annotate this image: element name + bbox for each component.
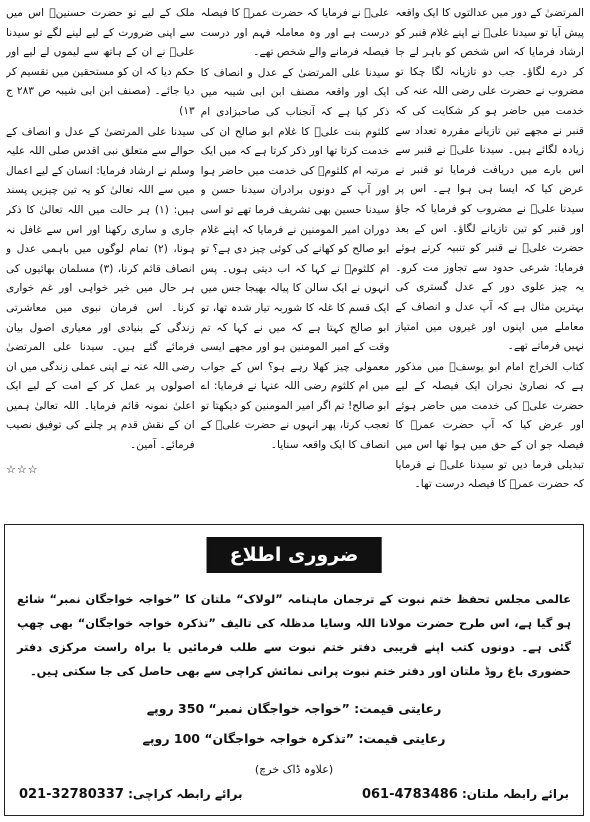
paragraph: المرتضیٰ کے دور میں عدالتوں کا ایک واقعہ پیش آیا تو سیدنا علیؓ نے اپنے غلام قنبر کو ارشاد فرمایا کہ اس شخص کو باہر لے جا کر درے لگاؤ۔ جب دو تازیانہ لگا چکا تو مضروب نے حضرت علی رضی اللہ عنہ کی خدمت میں حاضر ہو کر شکایت کی کہ قنبر نے مجھے تین تازیانے مقررہ تعداد سے زیادہ لگائے ہیں۔ سیدنا علیؓ نے قنبر سے اس بارے میں دریافت فرمایا تو قنبر نے عرض کیا کہ ایسا ہی ہوا ہے۔ اس پر سیدنا علیؓ نے مضروب کو فرمایا کہ جاؤ اور قنبر کو تین تازیانے لگاؤ۔ اس کے بعد حضرت علیؓ نے قنبر کو تنبیہ کرتے ہوئے فرمایا: شرعی حدود سے تجاوز مت کرو۔ یہ چیز علوی دور کے عدل گستری کی بہترین مثال ہے کہ آپ عدل و انصاف کے معاملے میں اپنوں اور غیروں میں امتیاز نہیں فرماتے تھے۔	[395, 7, 584, 353]
article-column-left	[6, 4, 195, 520]
notice-title-wrap	[207, 537, 382, 573]
notice-body: عالمی مجلس تحفظ ختم نبوت کے ترجمان ماہنامہ ”لولاک“ ملتان کا ”خواجہ خواجگان نمبر“ شائع ہو گیا ہے، اس طرح حضرت مولانا اللہ وسایا مدظلہ کی تالیف ”تذکرہ خواجہ خواجگان“ بھی چھپ گئی ہے۔ دونوں کتب اپنے قریبی دفتر ختم نبوت سے طلب فرمائیں یا براہ راست مرکزی دفتر حضوری باغ روڈ ملتان اور دفتر ختم نبوت پرانی نمائش کراچی سے بھی حاصل کی جا سکتی ہیں۔	[17, 592, 571, 678]
contact-karachi-label: برائے رابطہ کراچی:	[128, 787, 243, 801]
article-column-right	[395, 4, 584, 520]
postage-note: (علاوہ ڈاک خرچ)	[254, 763, 334, 776]
paragraph: علیؓ نے فرمایا کہ حضرت عمرؓ کا فیصلہ درست ہے اور وہ معاملہ فہم اور درست فیصلہ فرمانے والے شخص تھے۔	[200, 7, 390, 59]
paragraph: سیدنا علی المرتضیٰ کے عدل و انصاف کے حوالے سے متعلق نبی اقدس صلی اللہ علیہ وسلم نے ارشاد فرمایا: انسان کے لیے اعمال میں سے اللہ تعالیٰ کو یہ تین چیزیں پسند ہیں: (۱) ہر حالت میں اللہ تعالیٰ کا ذکر جاری و ساری رکھنا اور اس سے غافل نہ ہونا، (۲) تمام لوگوں میں باہمی عدل و انصاف قائم کرنا، (۳) مسلمان بھائیوں کی ہر حال میں خیر خواہی اور غم خواری کرنا۔ اس فرمان نبوی میں معاشرتی زندگی کے بنیادی اور معیاری اصول بیان فرمائے گئے ہیں۔ سیدنا علی المرتضیٰ رضی اللہ عنہ نے اپنی عملی زندگی میں ان اصولوں پر عمل کر کے امت کے لیے ایک اعلیٰ نمونہ قائم فرمایا۔ اللہ تعالیٰ ہمیں ان کے نقش قدم پر چلنے کی توفیق نصیب فرمائے۔ آمین۔	[5, 125, 195, 452]
notice-title: ضروری اطلاع	[207, 537, 382, 573]
important-notice-box	[4, 524, 584, 816]
article-column-middle	[201, 4, 390, 520]
contact-karachi	[19, 787, 242, 802]
price-khwaja-number: رعایتی قیمت: ”خواجہ خواجگان نمبر“ 350 روپے	[146, 701, 442, 716]
contact-multan	[362, 787, 569, 802]
paragraph: کتاب الخراج امام ابو یوسفؒ میں مذکور ہے کہ نصاریٰ نجران ایک فیصلہ کے لیے حضرت علیؓ کی خدمت میں حاضر ہوئے اور عرض کیا کہ آپ حضرت عمرؓ کا فیصلہ جو ان کے حق میں ہوا تھا اس میں تبدیلی فرما دیں تو سیدنا علیؓ نے فرمایا کہ حضرت عمرؓ کا فیصلہ درست تھا۔	[395, 360, 584, 491]
paragraph: ملک کے لیے تو حضرت حسنینؓ اس میں سے اپنی ضرورت کے لیے لینے لگے تو سیدنا علیؓ نے ان کے ہاتھ سے لیموں لے لیے اور حکم دیا کہ ان کو مستحقین میں تقسیم کر دیا جائے۔ (مصنف ابن ابی شیبہ ص ۲۸۳ ج ۱۳)	[5, 7, 195, 117]
article-columns	[6, 4, 584, 520]
contact-karachi-number: 021-32780337	[19, 787, 124, 802]
paragraph: سیدنا علی المرتضیٰ کے عدل و انصاف کا ایک اور واقعہ مصنف ابن ابی شیبہ میں ذکر کیا ہے کہ آنجناب کی صاحبزادی ام کلثوم بنت علیؓ کا غلام ابو صالح ان کی خدمت کرتا تھا اور ذکر کرتا ہے کہ میں ایک مرتبہ ام کلثومؓ کی خدمت میں حاضر ہوا اور آپ کے دونوں برادران سیدنا حسن و سیدنا حسین بھی تشریف فرما تھے تو اسی دوران امیر المومنین نے فرمایا کہ اپنے غلام ابو صالح کو کھانے کی کوئی چیز دی ہے؟ تو ام کلثومؓ نے کہا کہ اب دیتی ہوں۔ پس انہوں نے ایک سالن کا پیالہ بھیجا جس میں ایک قسم کا غلہ کا شوربہ تیار شدہ تھا، تو ابو صالح کہتا ہے کہ میں نے کہا کہ تم وقت کے امیر المومنین ہو اور مجھے ایسی معمولی چیز کھلا رہے ہو؟ اس کے جواب میں ام کلثوم رضی اللہ عنہا نے فرمایا: اے ابو صالح! تم اگر امیر المومنین کو دیکھتا تو تعجب کرتا، پھر انہوں نے حضرت علیؓ کے انصاف کا ایک واقعہ سنایا۔	[200, 66, 390, 452]
contact-multan-label: برائے رابطہ ملتان:	[462, 787, 569, 801]
price-tazkira: رعایتی قیمت: ”تذکرہ خواجہ خواجگان“ 100 روپے	[142, 731, 446, 746]
contact-multan-number: 061-4783486	[361, 787, 458, 802]
end-of-article-stars: ☆☆☆	[5, 462, 39, 476]
contacts-row	[19, 787, 569, 802]
